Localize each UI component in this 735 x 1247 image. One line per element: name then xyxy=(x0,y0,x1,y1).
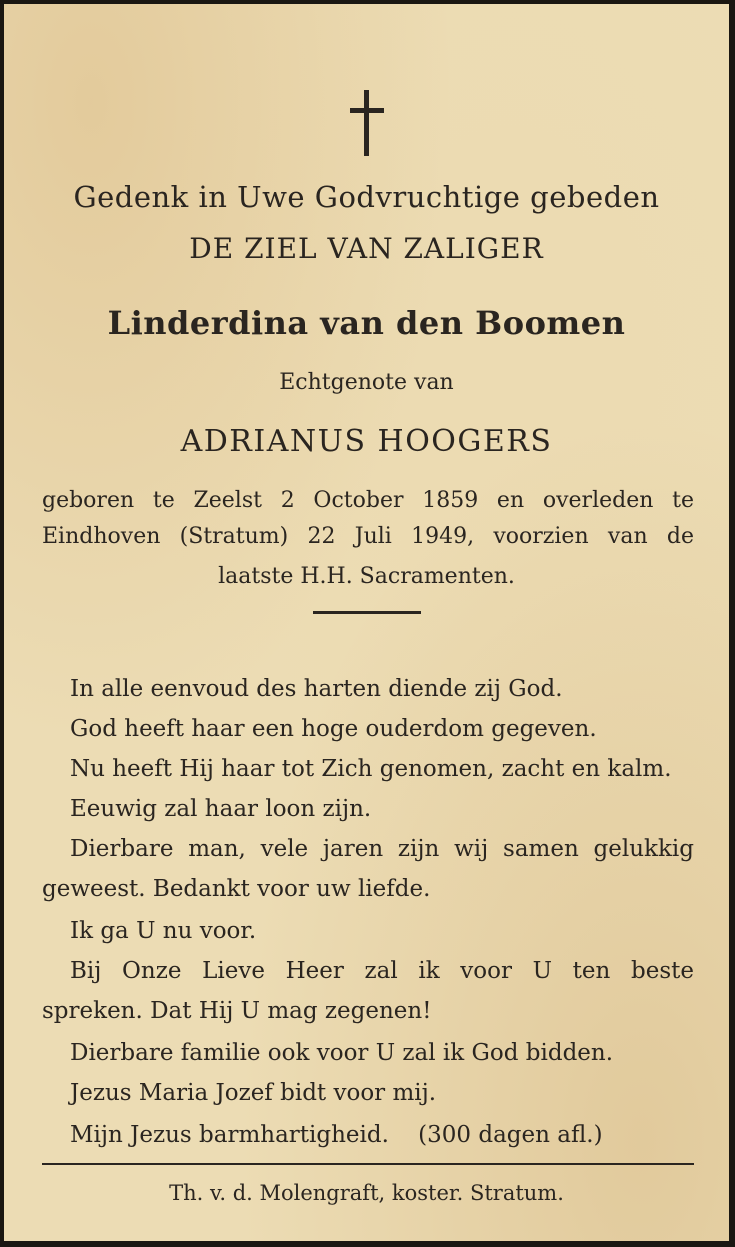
memorial-card xyxy=(4,4,729,1241)
spouse-name: ADRIANUS HOOGERS xyxy=(180,424,553,459)
header-line-2: DE ZIEL VAN ZALIGER xyxy=(189,232,544,265)
header-line-1: Gedenk in Uwe Godvruchtige gebeden xyxy=(73,180,660,214)
verse-line: Dierbare familie ook voor U zal ik God bidden. xyxy=(70,1040,614,1066)
verse-line: spreken. Dat Hij U mag zegenen! xyxy=(42,998,432,1024)
bio-line-1: geboren te Zeelst 2 October 1859 en overleden te xyxy=(42,488,694,513)
verse-line: Jezus Maria Jozef bidt voor mij. xyxy=(70,1080,437,1106)
verse-line: Dierbare man, vele jaren zijn wij samen gelukkig xyxy=(70,836,694,862)
cross-icon xyxy=(350,90,384,156)
verse-line: geweest. Bedankt voor uw liefde. xyxy=(42,876,431,902)
footer-divider xyxy=(42,1163,694,1165)
verse-line: Eeuwig zal haar loon zijn. xyxy=(70,796,372,822)
bio-line-3: laatste H.H. Sacramenten. xyxy=(218,564,515,589)
verse-line: God heeft haar een hoge ouderdom gegeven. xyxy=(70,716,597,742)
verse-line: Ik ga U nu voor. xyxy=(70,918,257,944)
verse-line: Bij Onze Lieve Heer zal ik voor U ten beste xyxy=(70,958,694,984)
deceased-name: Linderdina van den Boomen xyxy=(107,304,626,342)
bio-line-2: Eindhoven (Stratum) 22 Juli 1949, voorzien van de xyxy=(42,524,694,549)
verse-line: Mijn Jezus barmhartigheid. (300 dagen afl.) xyxy=(70,1122,603,1148)
relation-label: Echtgenote van xyxy=(279,370,454,395)
divider xyxy=(313,611,421,614)
printer-credit: Th. v. d. Molengraft, koster. Stratum. xyxy=(169,1181,564,1205)
verse-line: In alle eenvoud des harten diende zij God. xyxy=(70,676,563,702)
verse-line: Nu heeft Hij haar tot Zich genomen, zacht en kalm. xyxy=(70,756,672,782)
